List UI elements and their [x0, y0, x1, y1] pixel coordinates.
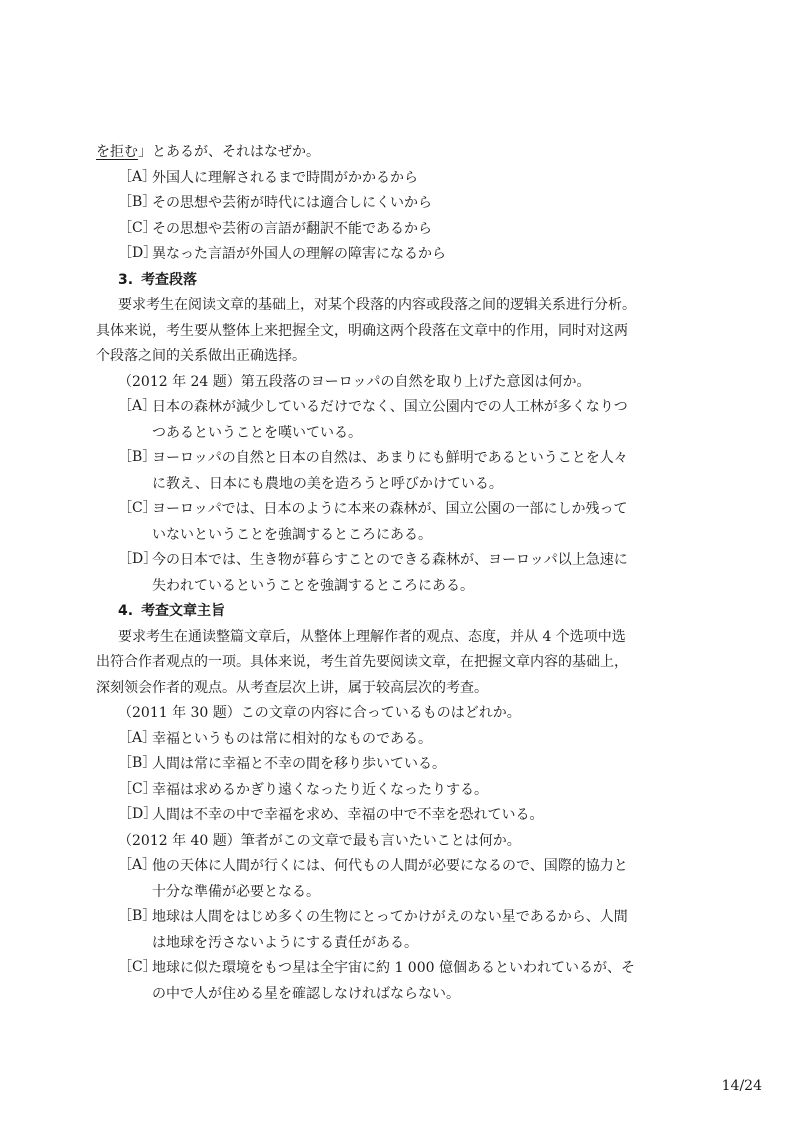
option-text [152, 395, 692, 446]
option-line: は地球を汚さないようにする責任がある。 [152, 934, 418, 951]
option-line: の中で人が住める星を確認しなければならない。 [152, 985, 460, 1002]
option-text [152, 727, 692, 753]
option-text [152, 242, 692, 268]
option-text [152, 803, 692, 829]
section-4-question-1: （2011 年 30 题）この文章の内容に合っているものはどれか。 [118, 705, 521, 721]
option-line: 人間は常に幸福と不幸の間を移り歩いている。 [152, 756, 446, 772]
option-line: 幸福は求めるかぎり遠くなったり近くなったりする。 [152, 781, 488, 798]
answer-option [96, 395, 692, 446]
option-text [152, 854, 692, 905]
section-3-paragraph [96, 293, 692, 370]
answer-option [96, 242, 692, 268]
option-text [152, 497, 692, 548]
section-3-title: 考查段落 [141, 271, 198, 288]
option-line: つあるということを嘆いている。 [152, 424, 362, 441]
paragraph-line: 个段落之间的关系做出正确选择。 [96, 348, 306, 364]
section-3-question: （2012 年 24 题）第五段落のヨーロッパの自然を取り上げた意図は何か。 [118, 373, 591, 390]
option-line: 十分な準備が必要となる。 [152, 883, 320, 900]
option-label: ［B］ [118, 755, 157, 771]
option-label: ［D］ [118, 551, 158, 567]
option-text [152, 217, 692, 243]
answer-option [96, 166, 692, 192]
option-label: ［A］ [118, 729, 157, 746]
answer-option [96, 956, 692, 1007]
option-line: 失われているということを強調するところにある。 [152, 577, 474, 594]
answer-option [96, 497, 692, 548]
option-line: 日本の森林が減少しているだけでなく、国立公園内での人工林が多くなりつ [152, 399, 628, 415]
answer-option [96, 803, 692, 829]
section-4-heading [96, 599, 692, 625]
option-label: ［C］ [118, 500, 157, 516]
answer-option [96, 905, 692, 956]
option-label: ［B］ [118, 449, 157, 465]
section-3-number: 3. [118, 271, 134, 288]
answer-option [96, 548, 692, 599]
intro-options [96, 166, 692, 268]
option-line: 他の天体に人間が行くには、何代もの人間が必要になるので、国際的協力と [152, 858, 628, 874]
answer-option [96, 854, 692, 905]
option-label: ［B］ [118, 194, 157, 210]
paragraph-line: 具体来说，考生要从整体上来把握全文，明确这两个段落在文章中的作用，同时对这两 [96, 322, 628, 339]
option-line: に教え、日本にも農地の美を造ろうと呼びかけている。 [152, 475, 503, 492]
section-3-heading [96, 268, 692, 294]
option-label: ［A］ [118, 857, 157, 873]
question-continuation [96, 140, 692, 166]
answer-option [96, 191, 692, 217]
option-label: ［B］ [118, 908, 157, 924]
option-label: ［C］ [118, 959, 157, 975]
section-4-question-2: （2012 年 40 题）筆者がこの文章で最も言いたいことは何か。 [118, 832, 521, 849]
option-label: ［A］ [118, 398, 157, 414]
option-text [152, 752, 692, 778]
option-label: ［C］ [118, 780, 157, 797]
option-line: 外国人に理解されるまで時間がかかるから [152, 169, 418, 186]
paragraph-line: 出符合作者观点的一项。具体来说，考生首先要阅读文章，在把握文章内容的基础上， [96, 654, 628, 670]
paragraph-line: 要求考生在阅读文章的基础上，对某个段落的内容或段落之间的逻辑关系进行分析。 [118, 297, 636, 313]
option-line: その思想や芸術が時代には適合しにくいから [152, 195, 432, 211]
option-text [152, 905, 692, 956]
option-text [152, 446, 692, 497]
option-label: ［D］ [118, 806, 158, 822]
section-4-number: 4. [118, 603, 134, 619]
option-line: ヨーロッパの自然と日本の自然は、あまりにも鮮明であるということを人々 [152, 450, 628, 466]
option-line: ヨーロッパでは、日本のように本来の森林が、国立公園の一部にしか残って [152, 501, 628, 517]
option-label: ［A］ [118, 168, 157, 185]
question-tail: 」とあるが、それはなぜか。 [138, 144, 320, 160]
option-line: いないということを強調するところにある。 [152, 526, 432, 543]
section-4-paragraph [96, 625, 692, 702]
option-text [152, 166, 692, 192]
option-line: 人間は不幸の中で幸福を求め、幸福の中で不幸を恐れている。 [152, 807, 544, 823]
paragraph-line: 要求考生在通读整篇文章后，从整体上理解作者的观点、态度，并从 4 个选项中选 [118, 628, 626, 645]
option-label: ［C］ [118, 219, 157, 236]
option-text [152, 191, 692, 217]
option-line: 今の日本では、生き物が暮らすことのできる森林が、ヨーロッパ以上急速に [152, 552, 628, 568]
section-4-options-1 [96, 727, 692, 829]
section-4-title: 考查文章主旨 [141, 603, 226, 619]
answer-option [96, 752, 692, 778]
option-text [152, 778, 692, 804]
option-line: 幸福というものは常に相対的なものである。 [152, 730, 432, 747]
answer-option [96, 217, 692, 243]
paragraph-line: 深刻领会作者的观点。从考查层次上讲，属于较高层次的考查。 [96, 679, 488, 696]
option-line: 異なった言語が外国人の理解の障害になるから [152, 246, 446, 262]
answer-option [96, 778, 692, 804]
option-text [152, 548, 692, 599]
section-3-options [96, 395, 692, 599]
option-line: 地球は人間をはじめ多くの生物にとってかけがえのない星であるから、人間 [152, 909, 628, 925]
page-content [96, 140, 692, 1007]
answer-option [96, 446, 692, 497]
option-label: ［D］ [118, 245, 158, 261]
option-line: 地球に似た環境をもつ星は全宇宙に約 1 000 億個あるといわれているが、そ [152, 960, 635, 976]
page-number: 14/24 [721, 1078, 762, 1094]
section-4-options-2 [96, 854, 692, 1007]
answer-option [96, 727, 692, 753]
option-line: その思想や芸術の言語が翻訳不能であるから [152, 220, 432, 237]
underlined-phrase: を拒む [96, 144, 138, 160]
option-text [152, 956, 692, 1007]
